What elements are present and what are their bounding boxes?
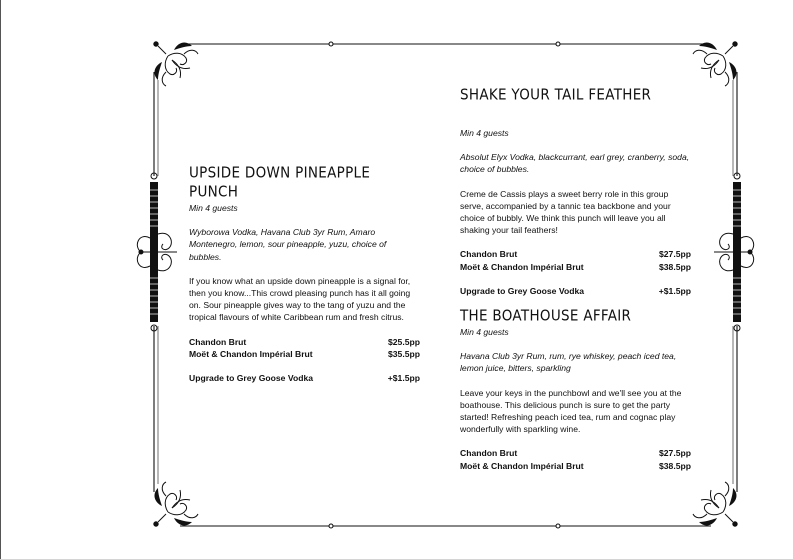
price-name: Moët & Chandon Impérial Brut (460, 460, 584, 471)
price-row (460, 460, 691, 472)
price-value: $38.5pp (658, 261, 691, 272)
ingredients: Absolut Elyx Vodka, blackcurrant, earl grey, cranberry, soda, choice of bubbles. (460, 152, 690, 175)
price-value: $35.5pp (387, 348, 420, 359)
price-name: Chandon Brut (460, 249, 518, 260)
min-guests: Min 4 guests (460, 327, 509, 338)
upgrade-row (189, 372, 420, 384)
price-name: Chandon Brut (189, 336, 247, 347)
price-value: $27.5pp (658, 249, 691, 260)
price-row (460, 248, 691, 260)
price-row (189, 336, 420, 348)
price-row (189, 348, 420, 360)
corner-ornament-bottom-left (154, 482, 198, 526)
price-name: Chandon Brut (460, 448, 518, 459)
upgrade-name: Upgrade to Grey Goose Vodka (460, 285, 585, 296)
corner-ornament-bottom-right (693, 482, 737, 526)
corner-ornament-top-left (154, 42, 198, 86)
side-ornament-right (714, 173, 754, 331)
punch-title: UPSIDE DOWN PINEAPPLE PUNCH (189, 163, 371, 201)
shake-tail-feather-section (460, 85, 691, 297)
boathouse-affair-section (460, 306, 691, 472)
min-guests: Min 4 guests (189, 203, 238, 213)
left-punch-section (189, 163, 420, 384)
upgrade-price: +$1.5pp (658, 285, 691, 296)
corner-ornament-top-right (693, 42, 737, 86)
description: Leave your keys in the punchbowl and we'll see you at the boathouse. This delicious punch is sure to get the party started! Refreshing peach iced tea, rum and cognac play wonderfully with sparkling wine. (460, 387, 682, 435)
punch-title: THE BOATHOUSE AFFAIR (460, 306, 632, 325)
price-name: Moët & Chandon Impérial Brut (460, 261, 584, 272)
description: If you know what an upside down pineapple is a signal for, then you know...This crowd pleasing punch has it all going on. Sour pineapple gives way to the tang of yuzu and the tropical flavours of white Caribbean rum and fresh citrus. (189, 275, 411, 323)
price-name: Moët & Chandon Impérial Brut (189, 348, 313, 359)
price-value: $25.5pp (387, 336, 420, 347)
description: Creme de Cassis plays a sweet berry role in this group serve, accompanied by a tannic tea backbone and your choice of bubbly. We think this punch will leave you all shaking your tail feathers! (460, 188, 671, 236)
upgrade-price: +$1.5pp (387, 373, 420, 384)
ingredients: Wyborowa Vodka, Havana Club 3yr Rum, Amaro Montenegro, lemon, sour pineapple, yuzu, choice of bubbles. (189, 227, 387, 262)
ingredients: Havana Club 3yr Rum, rum, rye whiskey, peach iced tea, lemon juice, bitters, sparkling (460, 351, 677, 374)
side-ornament-left (137, 173, 177, 331)
min-guests: Min 4 guests (460, 128, 509, 138)
upgrade-row (460, 285, 691, 297)
price-value: $27.5pp (658, 448, 691, 459)
price-value: $38.5pp (658, 460, 691, 471)
price-row (460, 261, 691, 273)
upgrade-name: Upgrade to Grey Goose Vodka (189, 373, 314, 384)
right-column (460, 85, 691, 472)
punch-title: SHAKE YOUR TAIL FEATHER (460, 85, 652, 104)
price-row (460, 447, 691, 459)
